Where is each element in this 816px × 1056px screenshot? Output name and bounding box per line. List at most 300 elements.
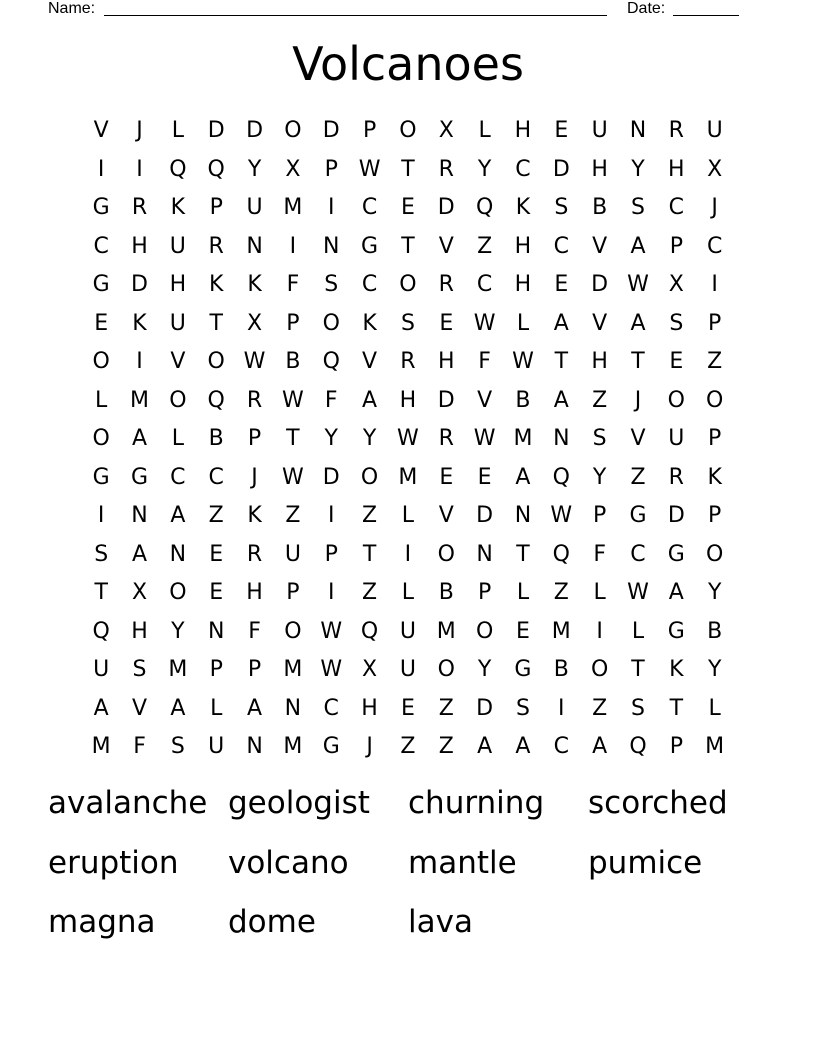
date-label: Date: [627,0,666,17]
grid-letter: L [95,387,108,413]
grid-letter: K [707,464,722,490]
grid-letter: O [399,118,417,144]
grid-letter: K [669,657,684,683]
grid-letter: P [286,310,300,336]
grid-letter: T [631,349,645,375]
grid-letter: Q [475,195,494,221]
grid-letter: D [131,272,148,298]
grid-letter: P [247,426,262,452]
grid-letter: W [282,387,304,413]
grid-letter: S [554,195,569,221]
grid-letter: U [399,657,416,683]
grid-letter: J [136,118,143,144]
grid-letter: V [592,310,608,336]
grid-letter: Z [362,503,378,529]
grid-letter: Y [362,426,377,452]
grid-letter: O [207,349,225,375]
word-list-item: churning [408,785,545,821]
grid-letter: Z [400,734,416,760]
date-field-line [673,15,739,16]
grid-letter: S [669,310,684,336]
grid-row [82,228,734,267]
grid-letter: V [362,349,378,375]
grid-letter: M [283,734,303,760]
grid-letter: M [513,426,533,452]
grid-letter: O [169,387,187,413]
grid-letter: L [171,426,184,452]
grid-letter: Z [438,695,454,721]
grid-letter: N [246,734,263,760]
grid-letter: E [209,541,224,567]
grid-letter: D [591,272,609,298]
grid-letter: B [285,349,301,375]
grid-letter: H [668,156,685,182]
grid-letter: V [170,349,186,375]
grid-letter: P [708,426,722,452]
grid-letter: O [92,349,110,375]
grid-letter: H [514,233,532,259]
grid-letter: S [631,695,645,721]
grid-letter: L [708,695,721,721]
grid-letter: W [397,426,419,452]
word-list-item: scorched [588,785,728,821]
word-list-item: avalanche [48,785,208,821]
grid-letter: A [515,734,531,760]
grid-letter: M [130,387,149,413]
grid-letter: N [629,118,647,144]
grid-row [82,651,734,690]
grid-letter: A [668,580,684,606]
grid-letter: I [97,156,105,182]
grid-letter: W [627,580,649,606]
grid-letter: U [246,195,263,221]
name-field-line [104,15,607,16]
grid-letter: S [631,195,645,221]
grid-letter: N [131,503,148,529]
grid-letter: R [438,272,454,298]
grid-letter: E [439,464,454,490]
grid-letter: S [132,657,147,683]
grid-letter: Y [592,464,607,490]
grid-letter: Y [247,156,262,182]
grid-letter: G [92,195,110,221]
grid-letter: R [668,118,684,144]
grid-letter: Q [322,349,340,375]
grid-letter: X [131,580,148,606]
grid-letter: E [400,695,415,721]
grid-letter: M [705,734,725,760]
grid-letter: V [592,233,608,259]
grid-letter: Z [208,503,224,529]
grid-letter: N [169,541,187,567]
grid-letter: Z [362,580,378,606]
grid-letter: A [630,310,646,336]
grid-letter: P [247,657,262,683]
grid-letter: R [246,387,263,413]
grid-letter: P [593,503,607,529]
grid-letter: I [404,541,412,567]
grid-letter: E [554,272,569,298]
grid-letter: Q [169,156,187,182]
grid-letter: D [322,118,340,144]
grid-row [82,151,734,190]
grid-letter: Z [438,734,454,760]
grid-row [82,112,734,151]
grid-letter: U [284,541,301,567]
grid-letter: P [477,580,492,606]
grid-letter: G [667,541,685,567]
grid-letter: G [130,464,149,490]
grid-row [82,343,734,382]
grid-letter: N [476,541,493,567]
grid-letter: V [93,118,109,144]
grid-letter: C [93,233,109,259]
grid-letter: S [170,734,185,760]
grid-letter: F [593,541,606,567]
grid-letter: C [553,233,569,259]
word-list-item: geologist [228,785,370,821]
grid-letter: K [132,310,147,336]
grid-letter: O [284,618,302,644]
grid-letter: W [512,349,534,375]
grid-letter: R [400,349,416,375]
word-list [48,779,788,958]
grid-letter: W [358,156,381,182]
grid-letter: D [246,118,264,144]
grid-letter: L [171,118,184,144]
grid-letter: O [169,580,187,606]
grid-letter: T [516,541,530,567]
grid-letter: M [283,195,303,221]
word-list-item: mantle [408,844,517,881]
grid-letter: P [708,503,722,529]
grid-row [82,574,734,613]
grid-letter: P [209,657,223,683]
grid-letter: O [437,657,455,683]
grid-letter: D [476,503,494,529]
worksheet-header [0,0,816,20]
grid-letter: C [361,272,378,298]
grid-letter: L [593,580,606,606]
grid-letter: P [324,541,338,567]
grid-letter: E [439,310,454,336]
grid-letter: I [136,156,143,182]
grid-letter: A [247,695,263,721]
puzzle-title: Volcanoes [292,37,524,91]
grid-row [82,459,734,498]
grid-letter: H [591,156,608,182]
grid-letter: Z [592,387,608,413]
grid-letter: R [438,156,454,182]
grid-letter: P [286,580,300,606]
grid-letter: I [596,618,603,644]
grid-letter: W [473,310,496,336]
grid-letter: Y [171,618,185,644]
grid-letter: S [400,310,415,336]
grid-letter: E [209,580,224,606]
grid-letter: M [436,618,456,644]
grid-letter: M [168,657,188,683]
grid-letter: L [631,618,645,644]
grid-letter: A [131,541,148,567]
grid-letter: G [92,272,110,298]
grid-letter: P [209,195,223,221]
grid-letter: G [361,233,379,259]
grid-row [82,728,734,767]
grid-letter: K [170,195,186,221]
grid-letter: Q [207,387,225,413]
grid-letter: X [285,156,301,182]
grid-letter: I [97,503,105,529]
grid-letter: C [361,195,378,221]
grid-letter: F [133,734,146,760]
grid-letter: S [324,272,339,298]
grid-letter: E [94,310,109,336]
grid-letter: V [131,695,148,721]
grid-letter: T [94,580,108,606]
grid-letter: M [551,618,571,644]
word-list-item: pumice [588,844,703,881]
grid-letter: T [631,657,645,683]
grid-letter: F [478,349,491,375]
grid-letter: C [476,272,493,298]
grid-letter: P [362,118,377,144]
grid-letter: O [399,272,417,298]
grid-row [82,536,734,575]
grid-letter: Z [477,233,493,259]
grid-letter: Q [629,734,647,760]
grid-letter: E [477,464,492,490]
grid-letter: Y [631,156,645,182]
grid-row [82,305,734,344]
grid-letter: O [360,464,379,490]
grid-letter: L [516,580,530,606]
grid-letter: Y [707,657,722,683]
grid-letter: R [246,541,263,567]
grid-letter: L [401,580,415,606]
grid-letter: R [131,195,148,221]
grid-letter: M [283,657,303,683]
grid-letter: W [550,503,573,529]
grid-letter: T [554,349,569,375]
grid-letter: G [629,503,647,529]
grid-letter: O [475,618,494,644]
grid-row [82,382,734,421]
grid-letter: C [515,156,531,182]
grid-letter: I [711,272,718,298]
grid-letter: Q [552,464,570,490]
grid-letter: P [669,233,683,259]
word-list-item: eruption [48,844,179,881]
grid-letter: M [91,734,111,760]
grid-letter: Z [630,464,646,490]
grid-letter: V [477,387,493,413]
grid-letter: P [669,734,683,760]
grid-letter: N [323,233,340,259]
grid-letter: O [667,387,685,413]
grid-letter: R [208,233,224,259]
grid-letter: U [668,426,685,452]
grid-letter: G [667,618,685,644]
grid-letter: U [93,657,110,683]
grid-letter: T [209,310,223,336]
grid-letter: C [630,541,646,567]
word-list-item: magna [48,904,156,940]
grid-letter: U [591,118,608,144]
grid-letter: X [438,118,454,144]
grid-letter: A [553,310,569,336]
grid-letter: A [131,426,148,452]
grid-letter: T [401,233,415,259]
grid-letter: R [438,426,454,452]
grid-letter: D [667,503,685,529]
grid-letter: H [246,580,263,606]
grid-letter: B [208,426,224,452]
grid-letter: L [210,695,223,721]
grid-letter: E [516,618,530,644]
name-label: Name: [48,0,96,17]
grid-row [82,497,734,536]
grid-letter: W [473,426,496,452]
grid-letter: J [366,734,373,760]
grid-letter: F [286,272,300,298]
grid-letter: Y [707,580,722,606]
grid-letter: Z [285,503,301,529]
grid-letter: H [399,387,417,413]
grid-letter: J [251,464,258,490]
grid-letter: E [669,349,684,375]
grid-letter: V [438,503,454,529]
grid-letter: Q [552,541,570,567]
grid-letter: W [320,657,343,683]
grid-letter: H [591,349,608,375]
grid-letter: E [554,118,569,144]
grid-letter: Z [553,580,569,606]
grid-letter: K [208,272,224,298]
grid-letter: V [630,426,646,452]
grid-letter: D [207,118,225,144]
grid-letter: E [400,195,415,221]
grid-letter: V [438,233,454,259]
grid-letter: H [131,233,148,259]
grid-letter: T [286,426,300,452]
grid-letter: N [284,695,302,721]
grid-letter: C [208,464,224,490]
grid-letter: O [590,657,609,683]
grid-letter: R [668,464,684,490]
grid-letter: D [322,464,340,490]
grid-letter: A [170,503,186,529]
grid-letter: I [136,349,143,375]
grid-letter: Z [707,349,723,375]
grid-letter: T [362,541,377,567]
grid-letter: X [247,310,263,336]
grid-letter: H [514,118,532,144]
grid-letter: H [131,618,148,644]
grid-letter: I [327,195,335,221]
grid-letter: O [706,541,724,567]
grid-row [82,189,734,228]
grid-letter: I [558,695,565,721]
grid-letter: N [246,233,263,259]
grid-letter: C [323,695,339,721]
grid-letter: I [327,503,335,529]
grid-letter: B [438,580,454,606]
grid-letter: M [398,464,418,490]
grid-letter: F [248,618,261,644]
grid-letter: X [668,272,684,298]
word-list-item: dome [228,904,316,940]
grid-letter: Q [360,618,379,644]
grid-letter: C [553,734,569,760]
grid-letter: Y [324,426,338,452]
grid-letter: J [711,195,718,221]
grid-letter: T [401,156,415,182]
grid-letter: D [552,156,570,182]
grid-letter: D [476,695,494,721]
grid-letter: D [437,195,455,221]
grid-letter: N [514,503,532,529]
grid-letter: I [327,580,335,606]
grid-letter: H [361,695,378,721]
grid-letter: C [706,233,723,259]
grid-letter: B [553,657,569,683]
grid-letter: A [477,734,493,760]
grid-letter: U [706,118,723,144]
grid-letter: B [707,618,723,644]
grid-letter: A [553,387,569,413]
grid-letter: A [362,387,378,413]
grid-letter: X [707,156,723,182]
grid-letter: G [92,464,110,490]
grid-letter: S [515,695,530,721]
grid-letter: Q [207,156,225,182]
grid-letter: D [437,387,455,413]
grid-letter: P [324,156,338,182]
grid-row [82,690,734,729]
grid-letter: O [322,310,340,336]
grid-letter: A [93,695,109,721]
grid-letter: A [170,695,186,721]
word-list-item: lava [408,904,473,940]
grid-letter: L [516,310,530,336]
grid-letter: C [170,464,186,490]
grid-letter: K [362,310,377,336]
grid-letter: O [284,118,302,144]
grid-letter: K [247,272,262,298]
grid-letter: O [92,426,110,452]
grid-letter: X [362,657,378,683]
grid-letter: Y [477,657,492,683]
grid-letter: W [282,464,304,490]
grid-letter: T [669,695,684,721]
grid-letter: S [94,541,109,567]
grid-letter: U [208,734,225,760]
grid-letter: B [515,387,531,413]
grid-letter: O [706,387,724,413]
word-list-item: volcano [228,844,349,881]
grid-row [82,420,734,459]
grid-letter: K [515,195,531,221]
grid-letter: Z [592,695,608,721]
grid-letter: W [320,618,343,644]
grid-letter: K [247,503,262,529]
grid-letter: U [169,233,186,259]
grid-letter: O [437,541,455,567]
grid-letter: Q [92,618,110,644]
grid-letter: H [169,272,187,298]
grid-letter: I [289,233,297,259]
